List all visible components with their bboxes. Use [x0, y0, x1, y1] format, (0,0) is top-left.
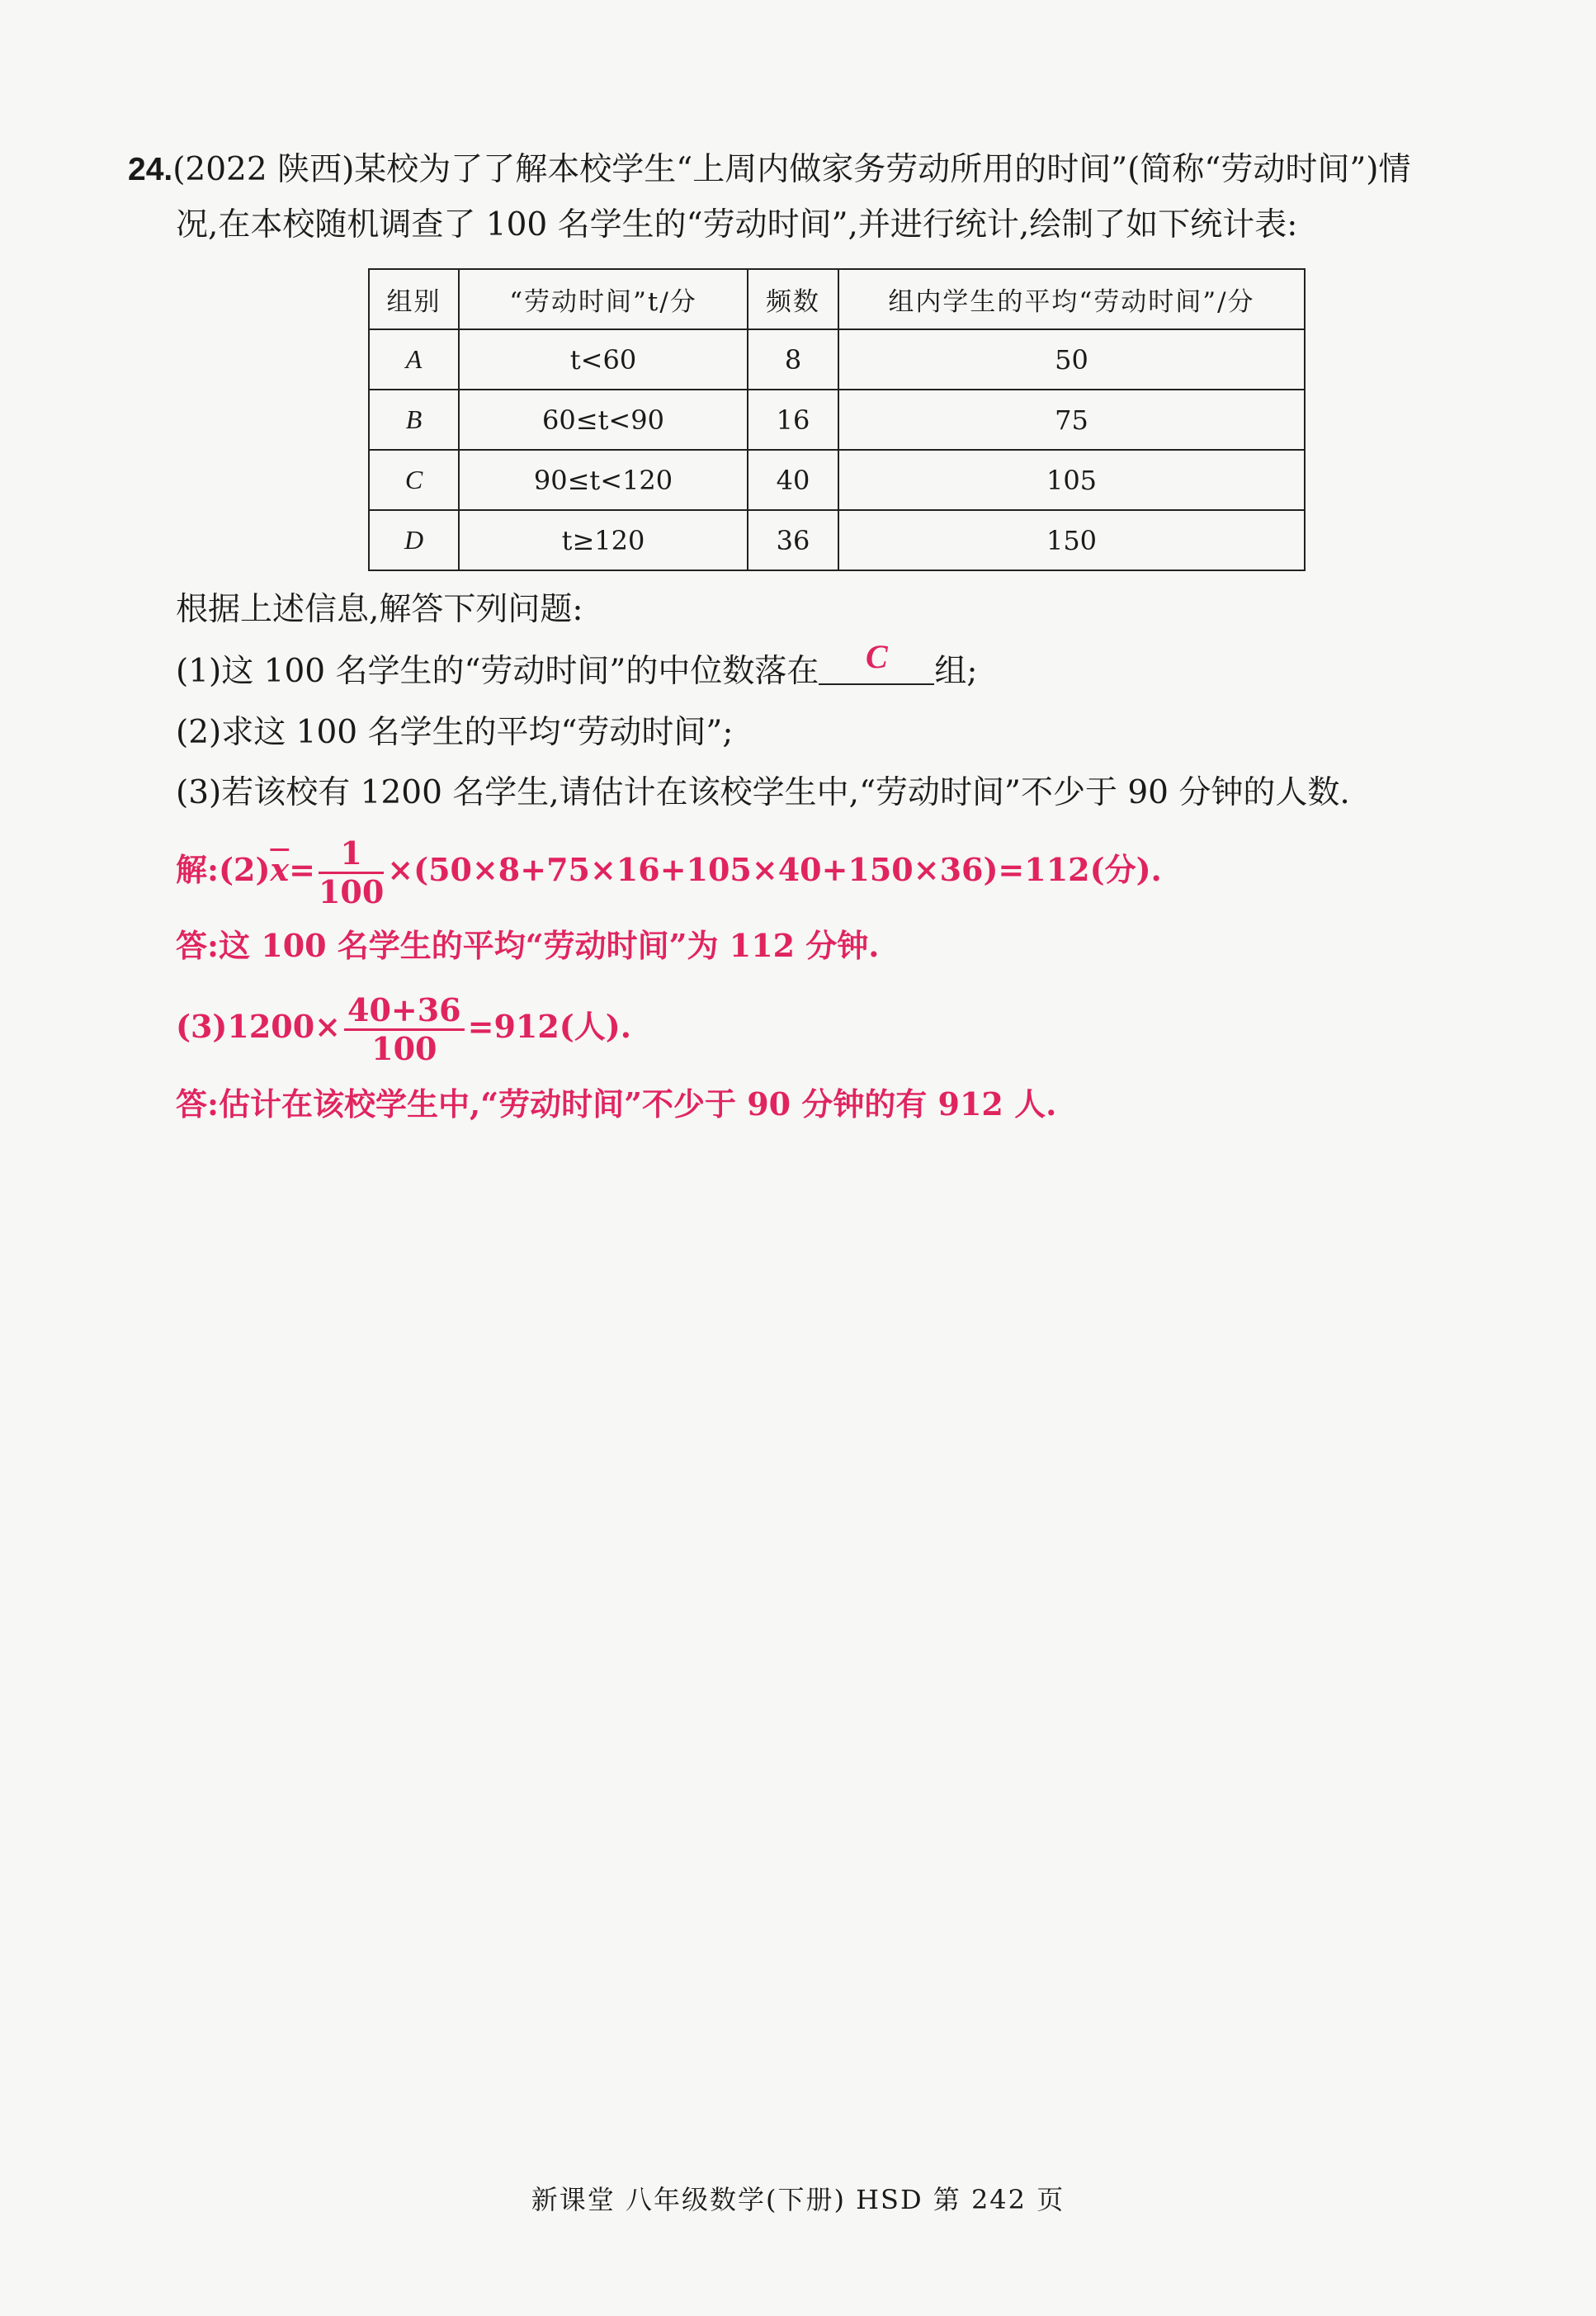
cell-average: 75	[838, 390, 1305, 450]
cell-frequency: 40	[748, 450, 838, 510]
fraction-proportion	[344, 992, 465, 1067]
prompt-q3: (3)若该校有 1200 名学生,请估计在该校学生中,“劳动时间”不少于 90 分钟的人数.	[176, 774, 1350, 811]
solution-part3-result: =912(人).	[467, 1008, 631, 1045]
question-line-2: 况,在本校随机调查了 100 名学生的“劳动时间”,并进行统计,绘制了如下统计表:	[176, 206, 1298, 243]
q1-suffix: 组;	[934, 653, 978, 690]
mean-symbol: $\overline{x}$	[270, 851, 290, 888]
answer-part2: 答:这 100 名学生的平均“劳动时间”为 112 分钟.	[176, 927, 880, 964]
fraction-one-hundredth	[319, 835, 384, 910]
equals-sign: =	[289, 851, 315, 888]
cell-frequency: 8	[748, 329, 838, 390]
page-footer: 新课堂 八年级数学(下册) HSD 第 242 页	[531, 2184, 1065, 2215]
table-row	[369, 450, 1305, 510]
header-frequency: 频数	[748, 269, 838, 329]
cell-range: 60≤t<90	[459, 390, 748, 450]
solution-part3	[176, 990, 631, 1067]
cell-range: 90≤t<120	[459, 450, 748, 510]
cell-range: t<60	[459, 329, 748, 390]
header-average: 组内学生的平均“劳动时间”/分	[838, 269, 1305, 329]
header-group: 组别	[369, 269, 459, 329]
question-text-1: (2022 陕西)某校为了了解本校学生“上周内做家务劳动所用的时间”(简称“劳动时间”)情	[172, 151, 1411, 188]
solution-part2	[176, 834, 1162, 910]
table-row	[369, 390, 1305, 450]
fraction-numerator: 1	[319, 835, 384, 874]
prompt-q1	[176, 638, 978, 693]
solution-part3-prefix: (3)1200×	[176, 1008, 342, 1045]
solution-expression: ×(50×8+75×16+105×40+150×36)=112(分).	[387, 851, 1162, 888]
statistics-table	[368, 268, 1306, 571]
prompt-q2: (2)求这 100 名学生的平均“劳动时间”;	[176, 714, 734, 751]
q1-answer: C	[866, 638, 888, 675]
table-row	[369, 329, 1305, 390]
table-row	[369, 510, 1305, 570]
cell-group: B	[369, 390, 459, 450]
cell-group: C	[369, 450, 459, 510]
header-time: “劳动时间”t/分	[459, 269, 748, 329]
cell-range: t≥120	[459, 510, 748, 570]
solution-label: 解:(2)	[176, 851, 271, 888]
cell-frequency: 16	[748, 390, 838, 450]
cell-average: 150	[838, 510, 1305, 570]
q1-text: (1)这 100 名学生的“劳动时间”的中位数落在	[176, 653, 819, 690]
answer-part3: 答:估计在该校学生中,“劳动时间”不少于 90 分钟的有 912 人.	[176, 1085, 1057, 1123]
cell-average: 50	[838, 329, 1305, 390]
fraction-denominator: 100	[371, 1030, 437, 1067]
cell-group: A	[369, 329, 459, 390]
fraction-numerator: 40+36	[344, 992, 465, 1031]
question-number: 24.	[128, 152, 173, 187]
table-header-row	[369, 269, 1305, 329]
q1-answer-blank	[819, 638, 934, 685]
prompt-intro: 根据上述信息,解答下列问题:	[176, 591, 583, 628]
fraction-denominator: 100	[318, 873, 385, 910]
cell-frequency: 36	[748, 510, 838, 570]
cell-average: 105	[838, 450, 1305, 510]
question-line-1	[128, 149, 1410, 191]
cell-group: D	[369, 510, 459, 570]
